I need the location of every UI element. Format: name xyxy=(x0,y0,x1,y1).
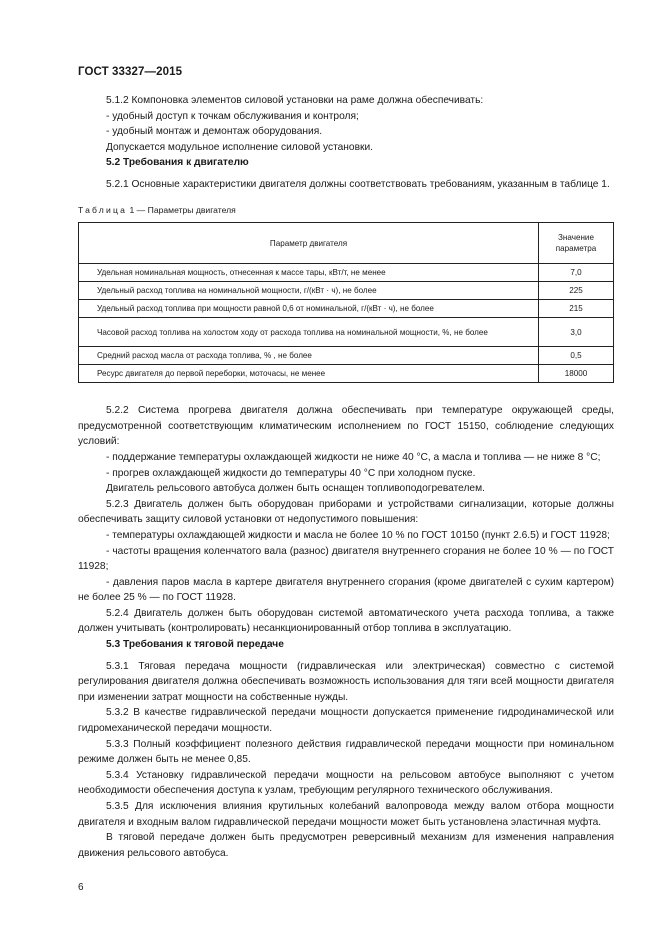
section-heading-5-3: 5.3 Требования к тяговой передаче xyxy=(106,639,284,651)
table-header-row xyxy=(79,223,614,264)
list-item: - удобный монтаж и демонтаж оборудования. xyxy=(106,126,323,138)
table-cell-param: Ресурс двигателя до первой переборки, моточасы, не менее xyxy=(79,365,539,383)
table-caption-title: 1 — Параметры двигателя xyxy=(127,204,236,215)
paragraph-5-3-1: 5.3.1 Тяговая передача мощности (гидравлическая или электрическая) совместно с системой регулирования двигателя должна обеспечивать возможность использования для тяги всей мощности двигателя при изменении затрат мощности на собственные нужды. xyxy=(78,660,614,703)
paragraph: Допускается модульное исполнение силовой установки. xyxy=(106,141,373,153)
table-cell-param: Часовой расход топлива на холостом ходу от расхода топлива на номинальной мощности, %, не более xyxy=(79,318,539,347)
paragraph-5-2-1: 5.2.1 Основные характеристики двигателя должны соответствовать требованиям, указанным в таблице 1. xyxy=(106,178,610,190)
document-content xyxy=(78,93,614,861)
engine-parameters-table xyxy=(78,222,614,383)
table-cell-param: Удельная номинальная мощность, отнесенная к массе тары, кВт/т, не менее xyxy=(79,264,539,282)
page-header-title: ГОСТ 33327—2015 xyxy=(78,66,183,78)
paragraph-5-3-2: 5.3.2 В качестве гидравлической передачи мощности допускается применение гидродинамической или гидромеханической передачи мощности. xyxy=(78,707,614,735)
page-number: 6 xyxy=(78,882,84,893)
section-heading-5-2: 5.2 Требования к двигателю xyxy=(106,157,249,169)
table-cell-param: Средний расход масла от расхода топлива, % , не более xyxy=(79,347,539,365)
table-cell-value: 225 xyxy=(539,282,614,300)
paragraph-5-2-2: 5.2.2 Система прогрева двигателя должна обеспечивать при температуре окружающей среды, предусмотренной соответствующим климатическим исполнением по ГОСТ 15150, соблюдение следующих условий: xyxy=(78,405,614,448)
paragraph-5-3-5: 5.3.5 Для исключения влияния крутильных колебаний валопровода между валом отбора мощности двигателя и входным валом гидравлической передачи мощности может быть установлена эластичная муфта. xyxy=(78,801,614,828)
table-cell-value: 0,5 xyxy=(539,347,614,365)
table-header-value: Значение параметра xyxy=(539,223,614,264)
table-cell-param: Удельный расход топлива на номинальной мощности, г/(кВт · ч), не более xyxy=(79,282,539,300)
list-item: - удобный доступ к точкам обслуживания и контроля; xyxy=(106,110,359,122)
paragraph: В тяговой передаче должен быть предусмотрен реверсивный механизм для изменения направления движения рельсового автобуса. xyxy=(78,832,614,859)
table-cell-value: 18000 xyxy=(539,365,614,383)
table-row xyxy=(79,264,614,282)
table-caption-prefix: Таблица xyxy=(78,204,128,215)
paragraph-5-2-4: 5.2.4 Двигатель должен быть оборудован системой автоматического учета расхода топлива, а также должен учитывать (контролировать) несанкционированный отбор топлива в эксплуатацию. xyxy=(78,607,614,635)
paragraph-5-3-4: 5.3.4 Установку гидравлической передачи мощности на рельсовом автобусе выполняют с учетом необходимости обеспечения доступа к узлам, требующим регулярного технического обслуживания. xyxy=(78,769,614,797)
list-item: - частоты вращения коленчатого вала (разнос) двигателя внутреннего сгорания не более 10 % — по ГОСТ 11928; xyxy=(78,545,614,573)
table-row xyxy=(79,318,614,347)
table-cell-value: 215 xyxy=(539,300,614,318)
table-row xyxy=(79,347,614,365)
table-row xyxy=(79,365,614,383)
table-header-param: Параметр двигателя xyxy=(79,223,539,264)
paragraph-5-2-3: 5.2.3 Двигатель должен быть оборудован приборами и устройствами сигнализации, которые должны обеспечивать защиту силовой установки от недопустимого повышения: xyxy=(78,498,614,526)
paragraph: Двигатель рельсового автобуса должен быть оснащен топливоподогревателем. xyxy=(106,483,485,495)
table-cell-param: Удельный расход топлива при мощности равной 0,6 от номинальной, г/(кВт · ч), не более xyxy=(79,300,539,318)
paragraph-5-3-3: 5.3.3 Полный коэффициент полезного действия гидравлической передачи мощности при номинальном режиме должен быть не менее 0,85. xyxy=(78,738,614,766)
paragraph-5-1-2: 5.1.2 Компоновка элементов силовой установки на раме должна обеспечивать: xyxy=(106,95,484,106)
table-cell-value: 3,0 xyxy=(539,318,614,347)
table-caption xyxy=(78,203,614,219)
list-item: - давления паров масла в картере двигателя внутреннего сгорания (кроме двигателей с сухим картером) не более 25 % — по ГОСТ 11928. xyxy=(78,576,614,604)
list-item: - прогрев охлаждающей жидкости до температуры 40 °С при холодном пуске. xyxy=(106,467,476,479)
table-row xyxy=(79,300,614,318)
table-cell-value: 7,0 xyxy=(539,264,614,282)
list-item: - температуры охлаждающей жидкости и масла не более 10 % по ГОСТ 10150 (пункт 2.6.5) и ГОСТ 11928; xyxy=(106,529,610,541)
table-row xyxy=(79,282,614,300)
list-item: - поддержание температуры охлаждающей жидкости не ниже 40 °С, а масла и топлива — не ниже 8 °С; xyxy=(106,451,601,463)
spacer xyxy=(78,383,614,403)
